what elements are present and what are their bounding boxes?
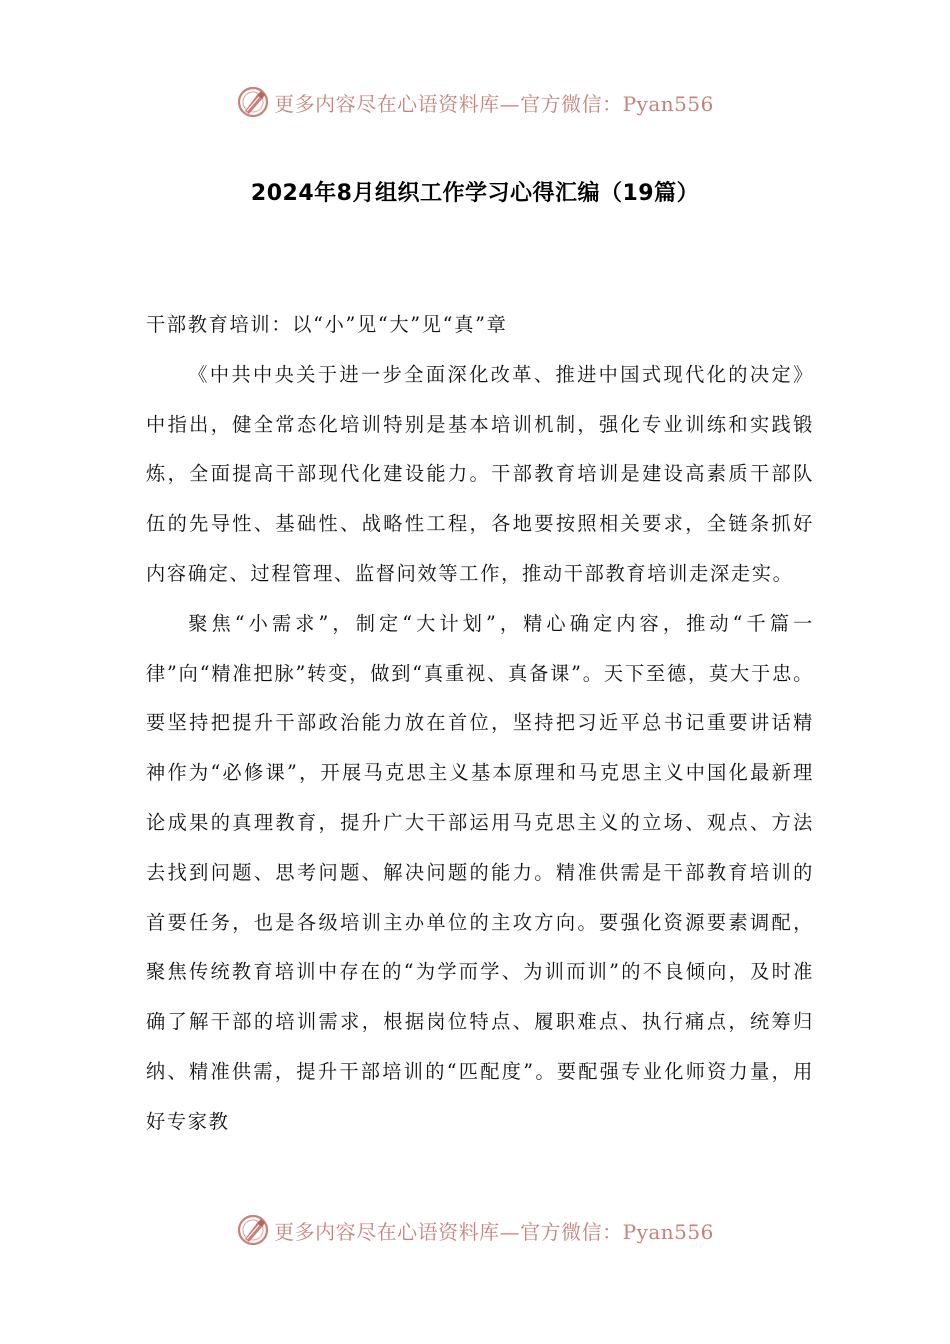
- footer-banner-text: 更多内容尽在心语资料库—官方微信：Pyan556: [274, 1219, 714, 1244]
- pen-nib-logo-icon: [236, 85, 270, 119]
- header-banner: [0, 82, 950, 122]
- body-paragraph: 聚焦“小需求”，制定“大计划”，精心确定内容，推动“千篇一律”向“精准把脉”转变，做到“真重视、真备课”。天下至德，莫大于忠。要坚持把提升干部政治能力放在首位，坚持把习近平总书记重要讲话精神作为“必修课”，开展马克思主义基本原理和马克思主义中国化最新理论成果的真理教育，提升广大干部运用马克思主义的立场、观点、方法去找到问题、思考问题、解决问题的能力。精准供需是干部教育培训的首要任务，也是各级培训主办单位的主攻方向。要强化资源要素调配，聚焦传统教育培训中存在的“为学而学、为训而训”的不良倾向，及时准确了解干部的培训需求，根据岗位特点、履职难点、执行痛点，统筹归纳、精准供需，提升干部培训的“匹配度”。要配强专业化师资力量，用好专家教: [146, 611, 814, 1133]
- section-heading: 干部教育培训：以“小”见“大”见“真”章: [146, 313, 508, 336]
- header-banner-text: 更多内容尽在心语资料库—官方微信：Pyan556: [274, 91, 714, 116]
- pen-nib-logo-icon: [236, 1213, 270, 1247]
- body-paragraph: 《中共中央关于进一步全面深化改革、推进中国式现代化的决定》中指出，健全常态化培训特别是基本培训机制，强化专业训练和实践锻炼，全面提高干部现代化建设能力。干部教育培训是建设高素质干部队伍的先导性、基础性、战略性工程，各地要按照相关要求，全链条抓好内容确定、过程管理、监督问效等工作，推动干部教育培训走深走实。: [146, 362, 814, 585]
- document-body: [146, 300, 814, 1147]
- document-title: 2024年8月组织工作学习心得汇编（19篇）: [250, 181, 700, 206]
- footer-banner: [0, 1210, 950, 1250]
